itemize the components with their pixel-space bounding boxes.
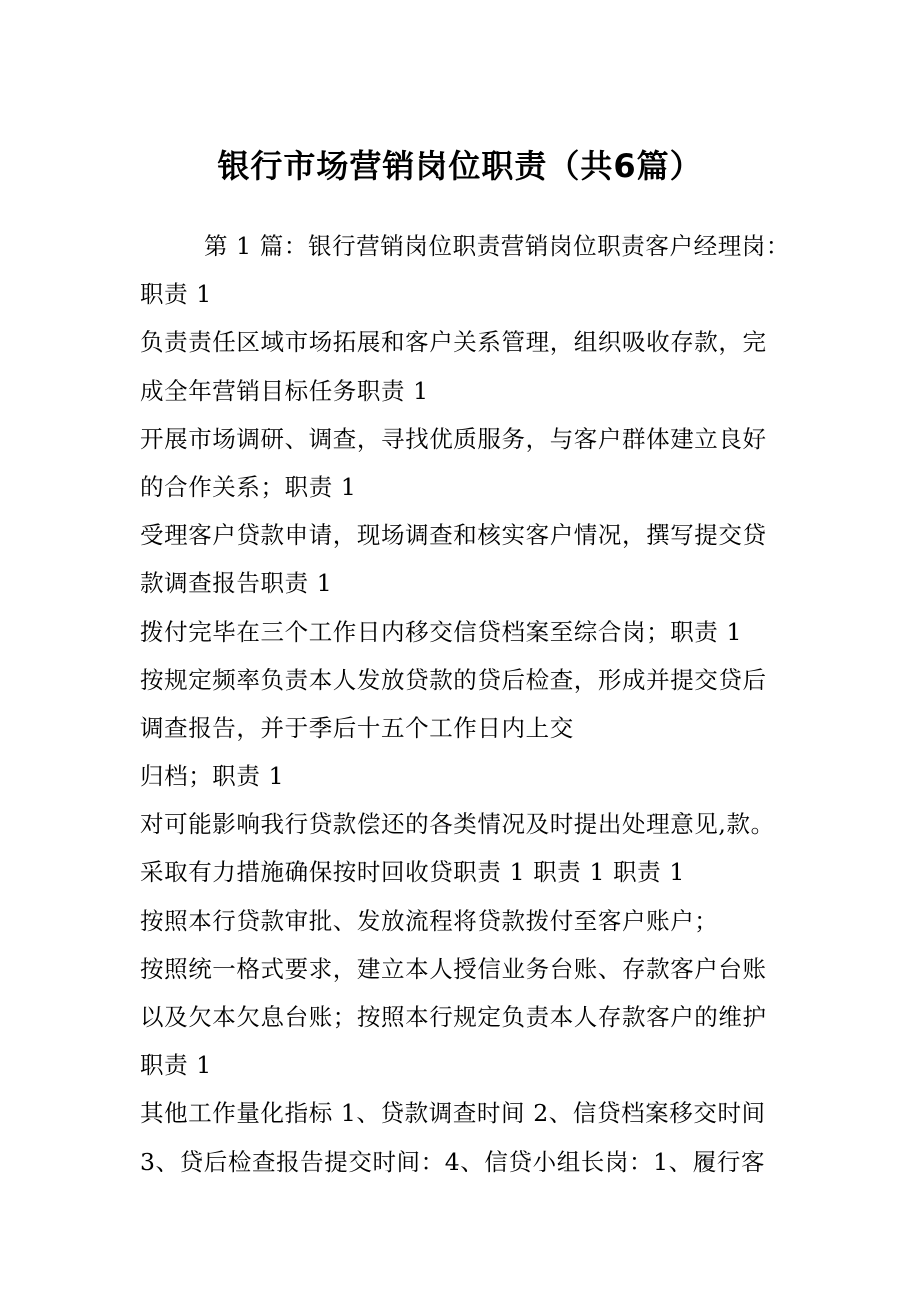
text-line: 受理客户贷款申请，现场调查和核实客户情况，撰写提交贷 xyxy=(140,521,767,550)
document-title: 银行市场营销岗位职责（共6篇） xyxy=(217,147,703,185)
text-line: 负责责任区域市场拓展和客户关系管理，组织吸收存款，完 xyxy=(140,328,767,357)
text-line: 以及欠本欠息台账；按照本行规定负责本人存款客户的维护 xyxy=(140,1003,767,1031)
text-line: 对可能影响我行贷款偿还的各类情况及时提出处理意见,款。 xyxy=(140,810,775,839)
text-line: 职责 1 xyxy=(140,1051,212,1080)
document-body xyxy=(140,222,790,1186)
text-line: 按照本行贷款审批、发放流程将贷款拨付至客户账户； xyxy=(140,906,719,935)
text-line: 第 1 篇：银行营销岗位职责营销岗位职责客户经理岗： xyxy=(204,232,790,260)
text-line: 采取有力措施确保按时回收贷职责 1 职责 1 职责 1 xyxy=(140,858,685,887)
text-line: 拨付完毕在三个工作日内移交信贷档案至综合岗；职责 1 xyxy=(140,617,743,646)
text-line: 3、贷后检查报告提交时间：4、信贷小组长岗：1、履行客 xyxy=(140,1147,766,1176)
text-line: 职责 1 xyxy=(140,280,212,309)
text-line: 款调查报告职责 1 xyxy=(140,569,333,598)
text-line: 按照统一格式要求，建立本人授信业务台账、存款客户台账 xyxy=(140,954,767,983)
text-line: 调查报告，并于季后十五个工作日内上交 xyxy=(140,713,574,742)
text-line: 按规定频率负责本人发放贷款的贷后检查，形成并提交贷后 xyxy=(140,665,767,694)
text-line: 成全年营销目标任务职责 1 xyxy=(140,376,429,405)
text-line: 的合作关系；职责 1 xyxy=(140,472,357,501)
text-line: 其他工作量化指标 1、贷款调查时间 2、信贷档案移交时间 xyxy=(140,1099,766,1128)
text-line: 归档；职责 1 xyxy=(140,762,285,791)
text-line: 开展市场调研、调查，寻找优质服务，与客户群体建立良好 xyxy=(140,424,767,453)
